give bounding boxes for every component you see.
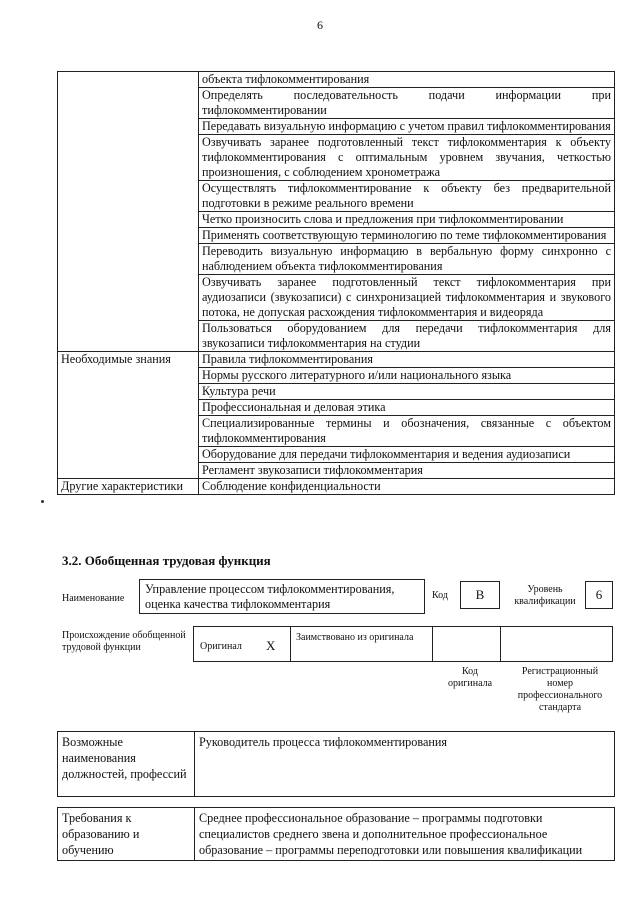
borrowed-label: Заимствовано из оригинала [296, 632, 414, 643]
knowledge-item: Правила тифлокомментирования [199, 352, 615, 368]
function-name: Управление процессом тифлокомментирования, оценка качества тифлокомментария [139, 579, 425, 614]
skill-item: Переводить визуальную информацию в вербальную форму синхронно с наблюдением объекта тифлокомментирования [199, 244, 615, 275]
divider [432, 626, 433, 662]
skill-item: Осуществлять тифлокомментирование к объекту без предварительной подготовки в режиме реального времени [199, 181, 615, 212]
skill-item: Пользоваться оборудованием для передачи тифлокомментария для звукозаписи тифлокомментария на студии [199, 321, 615, 352]
education-value: Среднее профессиональное образование – программы подготовки специалистов среднего звена и дополнительное профессиональное образование – программы переподготовки или повышения квалификации [195, 808, 615, 861]
skill-item: Применять соответствующую терминологию по теме тифлокомментирования [199, 228, 615, 244]
skill-item: объекта тифлокомментирования [199, 72, 615, 88]
other-label: Другие характеристики [58, 479, 199, 495]
table-row [58, 808, 615, 861]
table-row [58, 479, 615, 495]
skills-knowledge-table [57, 71, 615, 495]
reg-number-caption: Регистрационный номер профессионального стандарта [517, 666, 603, 713]
table-row [58, 732, 615, 797]
skill-item: Четко произносить слова и предложения при тифлокомментировании [199, 212, 615, 228]
level-label: Уровень квалификации [514, 584, 576, 607]
positions-value: Руководитель процесса тифлокомментирования [195, 732, 615, 797]
stray-mark [41, 500, 44, 503]
other-value: Соблюдение конфиденциальности [199, 479, 615, 495]
knowledge-item: Оборудование для передачи тифлокомментария и ведения аудиозаписи [199, 447, 615, 463]
positions-label: Возможные наименования должностей, профессий [58, 732, 195, 797]
code-label: Код [432, 590, 448, 601]
divider [290, 626, 291, 662]
positions-table [57, 731, 615, 797]
code-caption: Код оригинала [447, 666, 493, 689]
level-value: 6 [585, 581, 613, 609]
knowledge-item: Культура речи [199, 384, 615, 400]
table-row [58, 72, 615, 88]
original-label: Оригинал [200, 641, 242, 652]
knowledge-item: Нормы русского литературного и/или национального языка [199, 368, 615, 384]
code-value: B [460, 581, 500, 609]
knowledge-label: Необходимые знания [58, 352, 199, 479]
knowledge-item: Специализированные термины и обозначения, связанные с объектом тифлокомментирования [199, 416, 615, 447]
education-label: Требования к образованию и обучению [58, 808, 195, 861]
education-table [57, 807, 615, 861]
table-row [58, 352, 615, 368]
section-title: 3.2. Обобщенная трудовая функция [62, 553, 271, 568]
skill-item: Озвучивать заранее подготовленный текст тифлокомментария к объекту тифлокомментирования с оптимальным уровнем звучания, четкостью произношения, с соблюдением хронометража [199, 135, 615, 181]
knowledge-item: Регламент звукозаписи тифлокомментария [199, 463, 615, 479]
name-label: Наименование [62, 593, 125, 604]
skill-item: Определять последовательность подачи информации при тифлокомментировании [199, 88, 615, 119]
skills-label-cell [58, 72, 199, 352]
skill-item: Озвучивать заранее подготовленный текст тифлокомментария при аудиозаписи (звукозаписи) с синхронизацией тифлокомментария и звукового потока, не допуская расхождения тифлокомментария и видеоряда [199, 275, 615, 321]
skill-item: Передавать визуальную информацию с учетом правил тифлокомментирования [199, 119, 615, 135]
knowledge-item: Профессиональная и деловая этика [199, 400, 615, 416]
original-mark: X [266, 638, 276, 653]
divider [500, 626, 501, 662]
page-number: 6 [317, 18, 323, 32]
origin-label: Происхождение обобщенной трудовой функции [62, 630, 186, 653]
